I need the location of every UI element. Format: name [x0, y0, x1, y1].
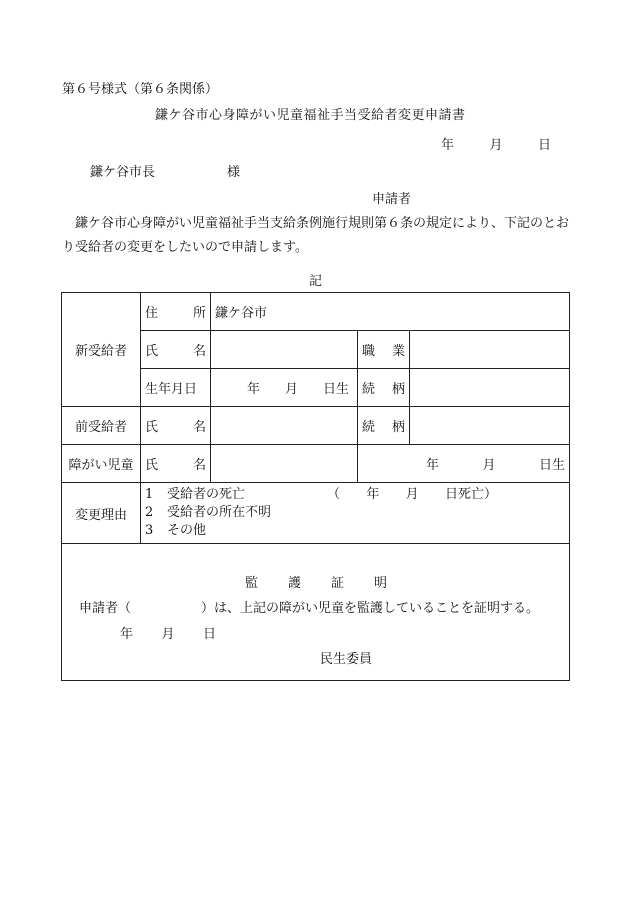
certification-date[interactable]: 年 月 日	[120, 627, 216, 642]
date-year: 年	[441, 138, 455, 153]
change-reason-heading: 変更理由	[62, 483, 141, 544]
certification-text: 申請者（ ）は、上記の障がい児童を監護していることを証明する。	[79, 601, 540, 616]
reason-item[interactable]: 3 その他	[145, 523, 207, 538]
former-recipient-name-field[interactable]	[211, 407, 358, 445]
former-recipient-row	[62, 407, 570, 445]
form-number: 第６号様式（第６条関係）	[62, 82, 219, 97]
certification-title: 監 護 証 明	[245, 576, 387, 591]
new-recipient-heading: 新受給者	[62, 293, 141, 407]
new-recipient-address-row	[62, 293, 570, 331]
former-relation-label: 続 柄	[358, 407, 410, 445]
ki-heading: 記	[309, 274, 323, 289]
relation-label: 続 柄	[358, 369, 410, 407]
child-row	[62, 445, 570, 483]
occupation-field[interactable]	[410, 331, 570, 369]
reason-item[interactable]: 2 受給者の所在不明	[145, 505, 272, 520]
new-recipient-name-field[interactable]	[211, 331, 358, 369]
change-reason-row	[62, 483, 570, 544]
welfare-commissioner-label: 民生委員	[320, 652, 373, 667]
new-recipient-relation-field[interactable]	[410, 369, 570, 407]
former-recipient-relation-field[interactable]	[410, 407, 570, 445]
applicant-label: 申請者	[372, 192, 412, 207]
death-date: （ 年 月 日死亡）	[327, 487, 497, 502]
new-recipient-birth-field[interactable]: 年 月 日生	[211, 369, 358, 407]
address-label: 住 所	[141, 293, 211, 331]
honorific: 様	[227, 165, 241, 180]
date-day: 日	[537, 138, 551, 153]
application-date	[441, 134, 551, 153]
reason-item[interactable]: 1 受給者の死亡 （ 年 月 日死亡）	[145, 487, 497, 502]
change-reason-options[interactable]	[141, 483, 570, 544]
child-name-field[interactable]	[211, 445, 358, 483]
child-name-label: 氏 名	[141, 445, 211, 483]
certification-section	[62, 544, 570, 681]
application-form-table	[61, 292, 570, 681]
addressee	[90, 161, 240, 180]
certification-row	[62, 544, 570, 681]
former-recipient-heading: 前受給者	[62, 407, 141, 445]
child-birth-field[interactable]: 年 月 日生	[358, 445, 570, 483]
address-field[interactable]: 鎌ケ谷市	[211, 293, 570, 331]
document-title: 鎌ケ谷市心身障がい児童福祉手当受給者変更申請書	[155, 108, 466, 123]
birth-date-label: 生年月日	[141, 369, 211, 407]
date-month: 月	[489, 138, 503, 153]
name-label: 氏 名	[141, 331, 211, 369]
body-text: 鎌ケ谷市心身障がい児童福祉手当支給条例施行規則第６条の規定により、下記のとおり受給者の変更をしたいので申請します。	[62, 216, 570, 255]
addressee-name: 鎌ケ谷市長	[90, 165, 156, 180]
former-name-label: 氏 名	[141, 407, 211, 445]
occupation-label: 職 業	[358, 331, 410, 369]
child-heading: 障がい児童	[62, 445, 141, 483]
